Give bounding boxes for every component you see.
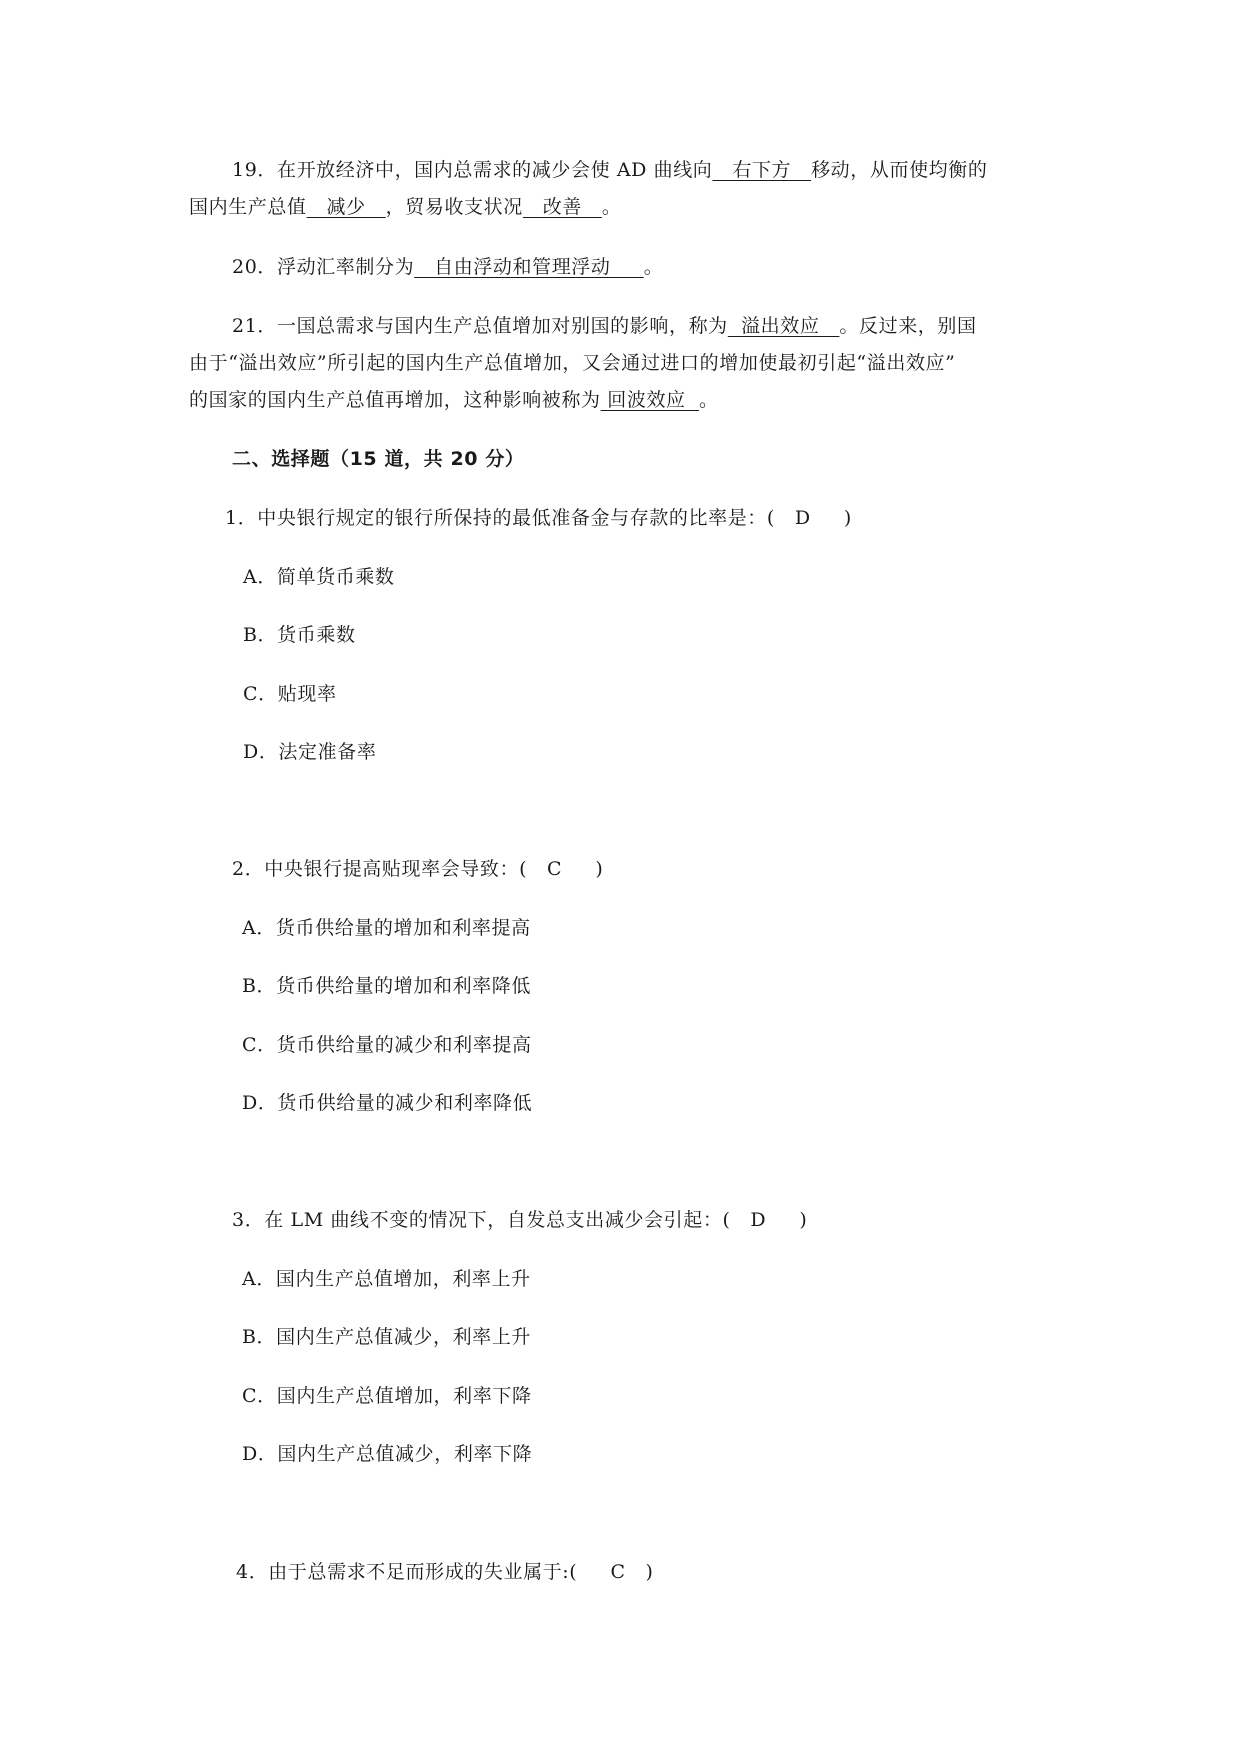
mc-1-option-b: B．货币乘数 bbox=[243, 624, 356, 646]
q19-answer-1: 右下方 bbox=[712, 159, 812, 181]
mc-1-stem: 1．中央银行规定的银行所保持的最低准备金与存款的比率是：( D ) bbox=[225, 507, 852, 529]
q19-text: 移动，从而使均衡的 bbox=[811, 159, 988, 181]
q19-line-1 bbox=[232, 157, 987, 183]
mc-3-option-d: D．国内生产总值减少，利率下降 bbox=[242, 1443, 533, 1465]
q19-text: 19．在开放经济中，国内总需求的减少会使 AD 曲线向 bbox=[232, 159, 713, 181]
mc-1-option-c: C．贴现率 bbox=[243, 683, 337, 705]
q21-text: 。 bbox=[698, 389, 719, 411]
q21-text: 由于“溢出效应”所引起的国内生产总值增加，又会通过进口的增加使最初引起“溢出效应” bbox=[189, 352, 956, 374]
section-heading: 二、选择题（15 道，共 20 分） bbox=[232, 448, 525, 470]
mc-3-stem: 3．在 LM 曲线不变的情况下，自发总支出减少会引起：( D ) bbox=[232, 1209, 808, 1231]
mc-2-option-a: A．货币供给量的增加和利率提高 bbox=[242, 917, 531, 939]
q21-text: 的国家的国内生产总值再增加，这种影响被称为 bbox=[189, 389, 601, 411]
mc-2-option-d: D．货币供给量的减少和利率降低 bbox=[242, 1092, 533, 1114]
mc-1-option-d: D．法定准备率 bbox=[243, 741, 377, 763]
q20-answer: 自由浮动和管理浮动 bbox=[414, 256, 644, 278]
q19-text: ，贸易收支状况 bbox=[385, 196, 523, 218]
mc-4-stem: 4．由于总需求不足而形成的失业属于:( C ) bbox=[236, 1561, 654, 1583]
mc-3-option-c: C．国内生产总值增加，利率下降 bbox=[242, 1385, 532, 1407]
q21-text: 21．一国总需求与国内生产总值增加对别国的影响，称为 bbox=[232, 315, 728, 337]
q20-text: 。 bbox=[643, 256, 664, 278]
q21-line-3 bbox=[189, 387, 719, 413]
q19-text: 。 bbox=[601, 196, 622, 218]
q21-text: 。反过来，别国 bbox=[839, 315, 977, 337]
mc-2-stem: 2．中央银行提高贴现率会导致：( C ) bbox=[232, 858, 604, 880]
q21-line-1 bbox=[232, 313, 977, 339]
q19-answer-2: 减少 bbox=[306, 196, 386, 218]
q19-answer-3: 改善 bbox=[522, 196, 602, 218]
q21-answer-1: 溢出效应 bbox=[727, 315, 840, 337]
mc-3-option-b: B．国内生产总值减少，利率上升 bbox=[242, 1326, 531, 1348]
q21-line-2 bbox=[189, 350, 955, 376]
mc-2-option-c: C．货币供给量的减少和利率提高 bbox=[242, 1034, 532, 1056]
q20-text: 20．浮动汇率制分为 bbox=[232, 256, 415, 278]
q19-line-2 bbox=[189, 194, 622, 220]
q20-line bbox=[232, 254, 663, 280]
mc-3-option-a: A．国内生产总值增加，利率上升 bbox=[242, 1268, 531, 1290]
q19-text: 国内生产总值 bbox=[189, 196, 307, 218]
mc-2-option-b: B．货币供给量的增加和利率降低 bbox=[242, 975, 531, 997]
q21-answer-2: 回波效应 bbox=[600, 389, 699, 411]
mc-1-option-a: A．简单货币乘数 bbox=[243, 566, 395, 588]
